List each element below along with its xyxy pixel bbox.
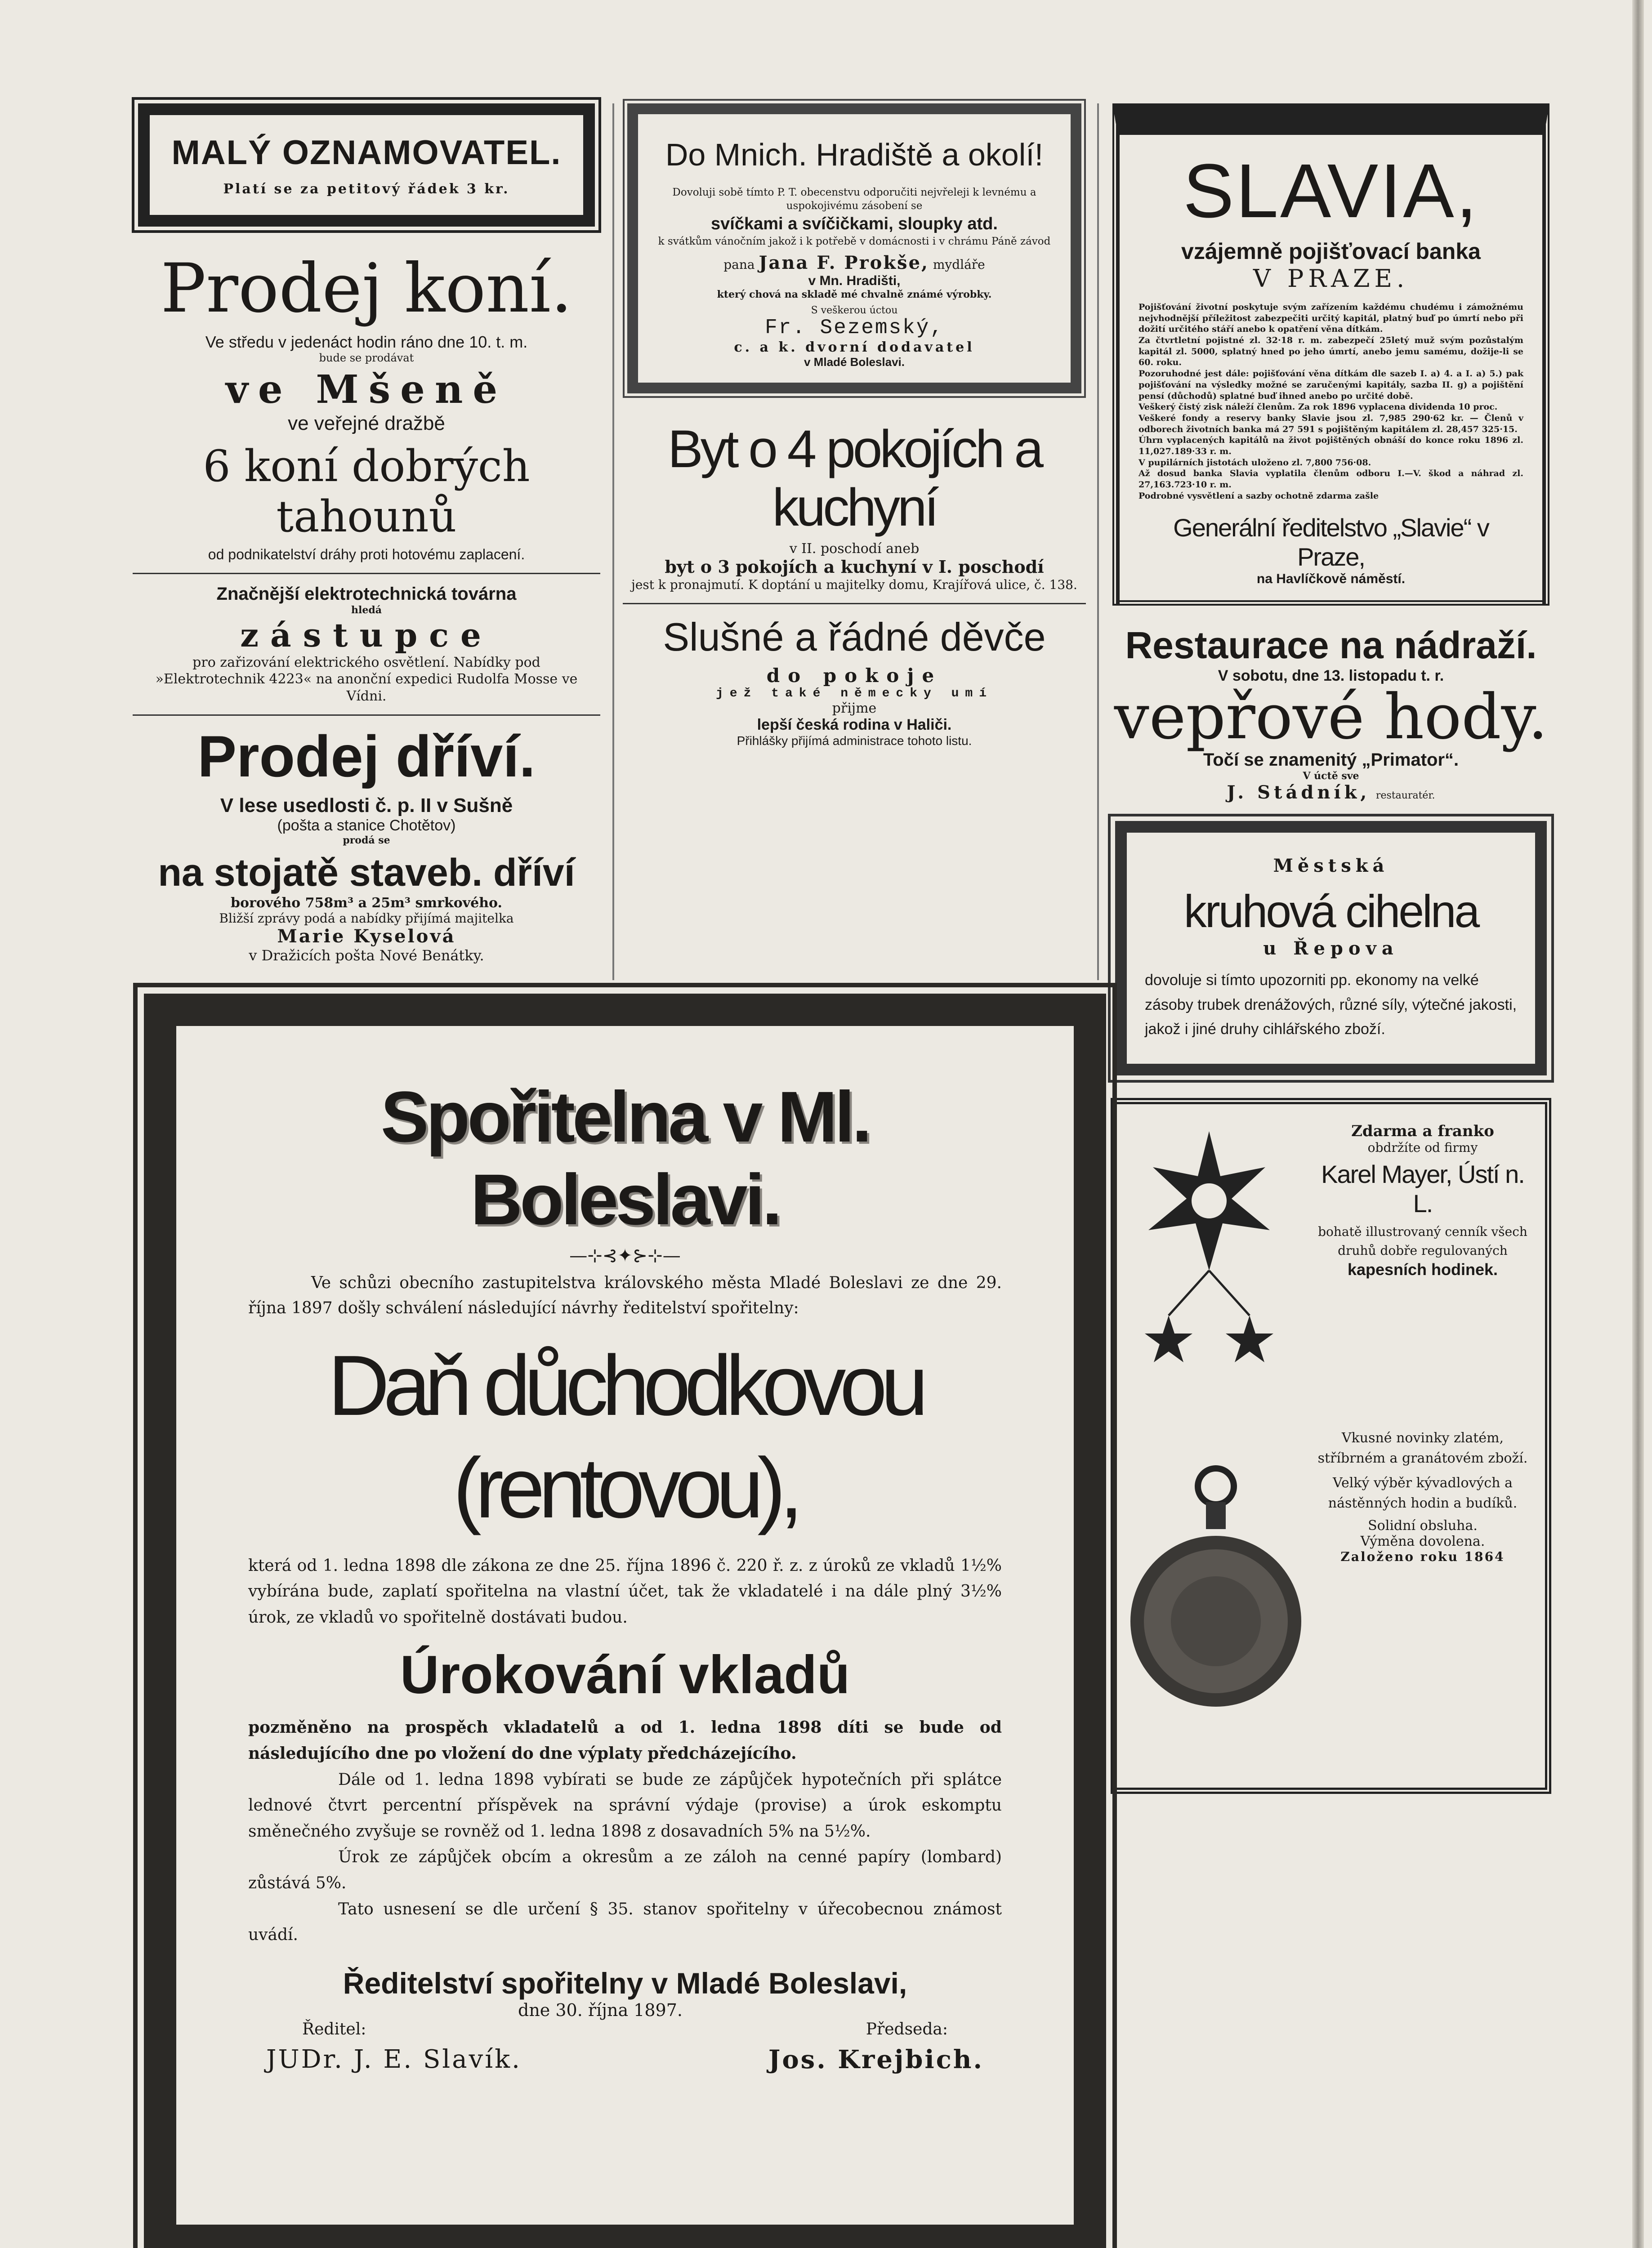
ad-line: Založeno roku 1864 [1340, 1549, 1505, 1565]
ad-cihelna [1115, 821, 1547, 1075]
ad-line: Solidní obsluha. [1368, 1518, 1478, 1534]
ad-big: vepřové hody. [1114, 681, 1548, 754]
ornament: —⊹⊰✦⊱⊹— [569, 1245, 681, 1266]
sporitelna-heading: Úrokování vkladů [400, 1645, 850, 1705]
ad-line: do pokoje [766, 665, 942, 687]
ad-restaurace [1106, 624, 1556, 803]
ad-sporitelna [144, 994, 1106, 2248]
ad-sign: Fr. Sezemský, [765, 316, 944, 340]
ad-line: (pošta a stanice Chotětov) [277, 816, 456, 834]
maly-oznamovatel-header [138, 103, 595, 227]
ad-byt [623, 420, 1086, 593]
ad-highlight: svíčkami a svíčičkami, sloupky atd. [711, 214, 998, 233]
role-label: Předseda: [866, 2020, 948, 2038]
ad-line: jež také německy umí [715, 687, 993, 701]
slavia-title: SLAVIA, [1183, 148, 1479, 234]
divider [623, 603, 1086, 604]
ad-big: na stojatě staveb. dříví [158, 851, 575, 894]
ad-text: jest k pronajmutí. K doptání u majitelky domu, Krajířová ulice, č. 138. [631, 577, 1077, 592]
ad-mayer [1111, 1098, 1551, 1794]
ad-title: Do Mnich. Hradiště a okolí! [665, 137, 1044, 172]
mayer-text-bottom [1315, 1428, 1531, 1564]
ad-text: který chová na skladě mé chvalně známé výrobky. [717, 289, 992, 301]
ad-sign: J. Stádník, [1227, 782, 1371, 803]
ad-sign: restauratér. [1376, 790, 1435, 802]
slavia-text: Podrobné vysvětlení a sazby ochotně zdarma zašle [1139, 491, 1379, 501]
ad-text: Velký výběr kývadlových a nástěnných hodin a budíků. [1328, 1475, 1518, 1512]
ad-line: přijme [832, 700, 877, 717]
ad-text: S veškerou úctou [811, 305, 898, 317]
page-edge [1632, 0, 1644, 2248]
ad-line: borového 758m³ a 25m³ smrkového. [231, 895, 502, 911]
ad-place: ve Mšeně [225, 366, 508, 412]
sporitelna-big: Daň důchodkovou (rentovou), [328, 1338, 922, 1536]
slavia-text: Úhrn vyplacených kapitálů na život pojištěných obnáší do konce roku 1896 zl. 11,027.189·33 r. m. [1139, 435, 1523, 456]
sporitelna-title: Spořitelna v Ml. Boleslavi. [380, 1076, 870, 1240]
ad-line: Bližší zprávy podá a nabídky přijímá majitelka [219, 910, 514, 926]
ad-line: Výměna dovolena. [1360, 1534, 1485, 1550]
ad-title: Značnější elektrotechnická továrna [216, 584, 517, 604]
slavia-text: Za čtvrtletní pojistné zl. 32·18 r. m. zabezpečí 25letý muž svým pozůstalým kapitál zl. 5000, splatný hned po jeho úmrtí, anebo jemu samému, dožije-li se 60. roku. [1139, 335, 1523, 368]
signatory: Jos. Krejbich. [768, 2044, 984, 2074]
sporitelna-text: která od 1. ledna 1898 dle zákona ze dne 25. října 1896 č. 220 ř. z. z úroků ze vkladů 1½% vybírána bude, zaplatí spořitelna na vlastní účet, tak že vkladatelé i na dále plný 3½% úrok, ze vkladů vo spořitelně dostávati budou. [248, 1556, 1002, 1627]
ad-big: zástupce [240, 616, 493, 654]
ad-name: Karel Mayer, Ústí n. L. [1321, 1160, 1524, 1218]
ad-text: pana [723, 257, 755, 272]
ad-text: k svátkům vánočním jakož i k potřebě v domácnosti i v chrámu Páně závod [658, 236, 1051, 248]
ad-line: Točí se znamenitý „Primator“. [1203, 750, 1459, 770]
sporitelna-names [248, 2045, 1002, 2074]
ad-text: pro zařizování elektrického osvětlení. Nabídky pod »Elektrotechnik 4223« na anonční expedici Rudolfa Mosse ve Vídni. [155, 654, 578, 704]
ad-title: Restaurace na nádraží. [1125, 624, 1537, 667]
ad-title: Byt o 4 pokojích a kuchyní [667, 419, 1041, 537]
ad-line: prodá se [343, 834, 390, 846]
star-medal-icon [1135, 1127, 1283, 1378]
ad-line: V lese usedlosti č. p. II v Sušně [220, 794, 513, 816]
ad-line: obdržíte od firmy [1367, 1140, 1478, 1155]
sporitelna-text: Dále od 1. ledna 1898 vybírati se bude ze zápůjček hypotečních při splátce lednové čtvrt percentní příspěvek na správní výdaje (provise) a úrok eskomptu směnečného zvyšuje se rovněž od 1. ledna 1898 z dosavadních 5% na 5½%. [248, 1770, 1002, 1841]
ad-line: V sobotu, dne 13. listopadu t. r. [1218, 667, 1444, 685]
ad-mnich-hradiste [627, 103, 1081, 393]
ad-sign-row [1106, 782, 1556, 803]
ad-line [656, 252, 1053, 273]
left-column [133, 99, 600, 964]
pocket-watch-icon [1126, 1455, 1306, 1734]
column-rule [612, 103, 614, 980]
sporitelna-text: Úrok ze zápůjček obcím a okresům a ze záloh na cenné papíry (lombard) zůstává 5%. [248, 1848, 1002, 1892]
sporitelna-intro: Ve schůzi obecního zastupitelstva královského města Mladé Boleslavi ze dne 29. října 1897 došly schválení následující návrhy ředitelství spořitelny: [248, 1274, 1002, 1317]
ad-sign: c. a k. dvorní dodavatel [734, 339, 975, 356]
divider [133, 573, 600, 574]
ad-name: Marie Kyselová [277, 925, 456, 947]
slavia-city: V PRAZE. [1253, 264, 1409, 293]
ad-title: Slušné a řádné děvče [663, 615, 1046, 660]
ad-big: 6 koní dobrých tahounů [203, 441, 530, 542]
ad-line: bude se prodávat [319, 351, 414, 364]
slavia-text: Veškeré fondy a reservy banky Slavie jsou zl. 7,985 290·62 kr. — Členů v odborech životních banka má 27 591 s pojištěným kapitálem zl. 28,457 325·15. [1139, 413, 1523, 434]
ad-line: byt o 3 pokojích a kuchyní v I. poschodí [665, 556, 1044, 577]
ad-text: Dovoluji sobě tímto P. T. obecenstvu odporučiti nejvřeleji k levnému a uspokojivému zásobení se [672, 187, 1036, 212]
ad-line: Ve středu v jedenáct hodin ráno dne 10. t. m. [205, 332, 528, 351]
sporitelna-date: dne 30. října 1897. [518, 2000, 683, 2020]
header-title: MALÝ OZNAMOVATEL. [171, 134, 562, 172]
ad-sign: v Mladé Boleslavi. [804, 355, 905, 369]
ad-text: Vkusné novinky zlatém, stříbrném a granátovém zboží. [1317, 1430, 1528, 1467]
sporitelna-text: pozměněno na prospěch vkladatelů a od 1. ledna 1898 díti se bude od následujícího dne po vložení do dne výplaty předcházejícího. [248, 1718, 1002, 1763]
ad-title: Prodej dříví. [197, 723, 536, 789]
slavia-text: Pojišťování životní poskytuje svým zařízením každému chudému i zámožnému nejvhodnější příležitost zabezpečiti určitý kapitál, platný buď po úmrtí nebo při dožití určitého stáří anebo k opatření věna dítkám. [1139, 302, 1523, 335]
signatory: JUDr. J. E. Slavík. [266, 2044, 522, 2074]
mayer-text-top [1310, 1122, 1535, 1279]
ad-line: Městská [1273, 855, 1389, 877]
divider [133, 714, 600, 716]
ad-prodej-koni [133, 250, 600, 563]
ad-line: lepší česká rodina v Haliči. [757, 716, 952, 734]
ad-line: u Řepova [1263, 938, 1399, 959]
role-label: Ředitel: [302, 2020, 366, 2038]
slavia-text: V pupilárních jistotách uloženo zl. 7,800 756·08. [1139, 457, 1371, 468]
ad-line: od podnikatelství dráhy proti hotovému zaplacení. [208, 546, 525, 562]
slavia-sub: vzájemně pojišťovací banka [1181, 239, 1481, 264]
ad-title: Prodej koní. [161, 250, 572, 328]
ad-line: v II. poschodí aneb [789, 540, 920, 557]
ad-text: bohatě illustrovaný cenník všech druhů dobře regulovaných [1318, 1224, 1527, 1258]
ad-zastupce [133, 584, 600, 705]
ad-line: Zdarma a franko [1351, 1122, 1494, 1141]
slavia-footer-sub: na Havlíčkově náměstí. [1256, 571, 1406, 587]
slavia-text: Veškerý čistý zisk náleží členům. Za rok 1896 vyplacena dividenda 10 proc. [1139, 402, 1498, 412]
ad-slavia [1112, 103, 1549, 606]
ad-prodej-drivi [133, 723, 600, 964]
slavia-text: Pozoruhodné jest dále: pojišťování věna dítkám dle sazeb I. a) 4. a I. a) 5.) pak pojišťování na výsledky možné se zaručenými kapitály, sazba II. g) a pojištění pensí (důchodů) splatné buď ihned anebo po určité době. [1139, 369, 1523, 401]
sporitelna-sign-title: Ředitelství spořitelny v Mladé Boleslavi, [343, 1966, 907, 2000]
ad-text: mydláře [933, 257, 985, 272]
middle-column [623, 103, 1086, 748]
ad-line: Přihlášky přijímá administrace tohoto listu. [737, 734, 972, 748]
ad-name: Jana F. Prokše, [759, 252, 929, 274]
slavia-text: Až dosud banka Slavia vyplatila členům odboru I.—V. škod a náhrad zl. 27,163.723·10 r. m. [1139, 468, 1523, 490]
sporitelna-text: Tato usnesení se dle určení § 35. stanov spořitelny v úřecobecnou známost uvádí. [248, 1900, 1002, 1945]
ad-line: V úctě sve [1303, 770, 1359, 782]
column-rule [1097, 103, 1099, 980]
ad-line: hledá [351, 604, 382, 616]
sporitelna-roles [248, 2020, 1002, 2038]
slavia-footer: Generální ředitelstvo „Slavie“ v Praze, [1173, 513, 1489, 571]
ad-line: kapesních hodinek. [1347, 1260, 1498, 1279]
right-column [1106, 103, 1556, 1794]
ad-text: dovoluje si tímto upozorniti pp. ekonomy na velké zásoby trubek drenážových, různé síly, výtečné jakosti, jakož i jiné druhy cihlářského zboží. [1145, 972, 1517, 1038]
ad-line: ve veřejné dražbě [288, 412, 445, 434]
ad-line: v Mn. Hradišti, [808, 273, 901, 289]
ad-devce [623, 614, 1086, 748]
ad-line: v Dražicích pošta Nové Benátky. [249, 946, 484, 964]
header-subtitle: Platí se za petitový řádek 3 kr. [223, 181, 510, 197]
ad-big: kruhová cihelna [1183, 886, 1478, 937]
